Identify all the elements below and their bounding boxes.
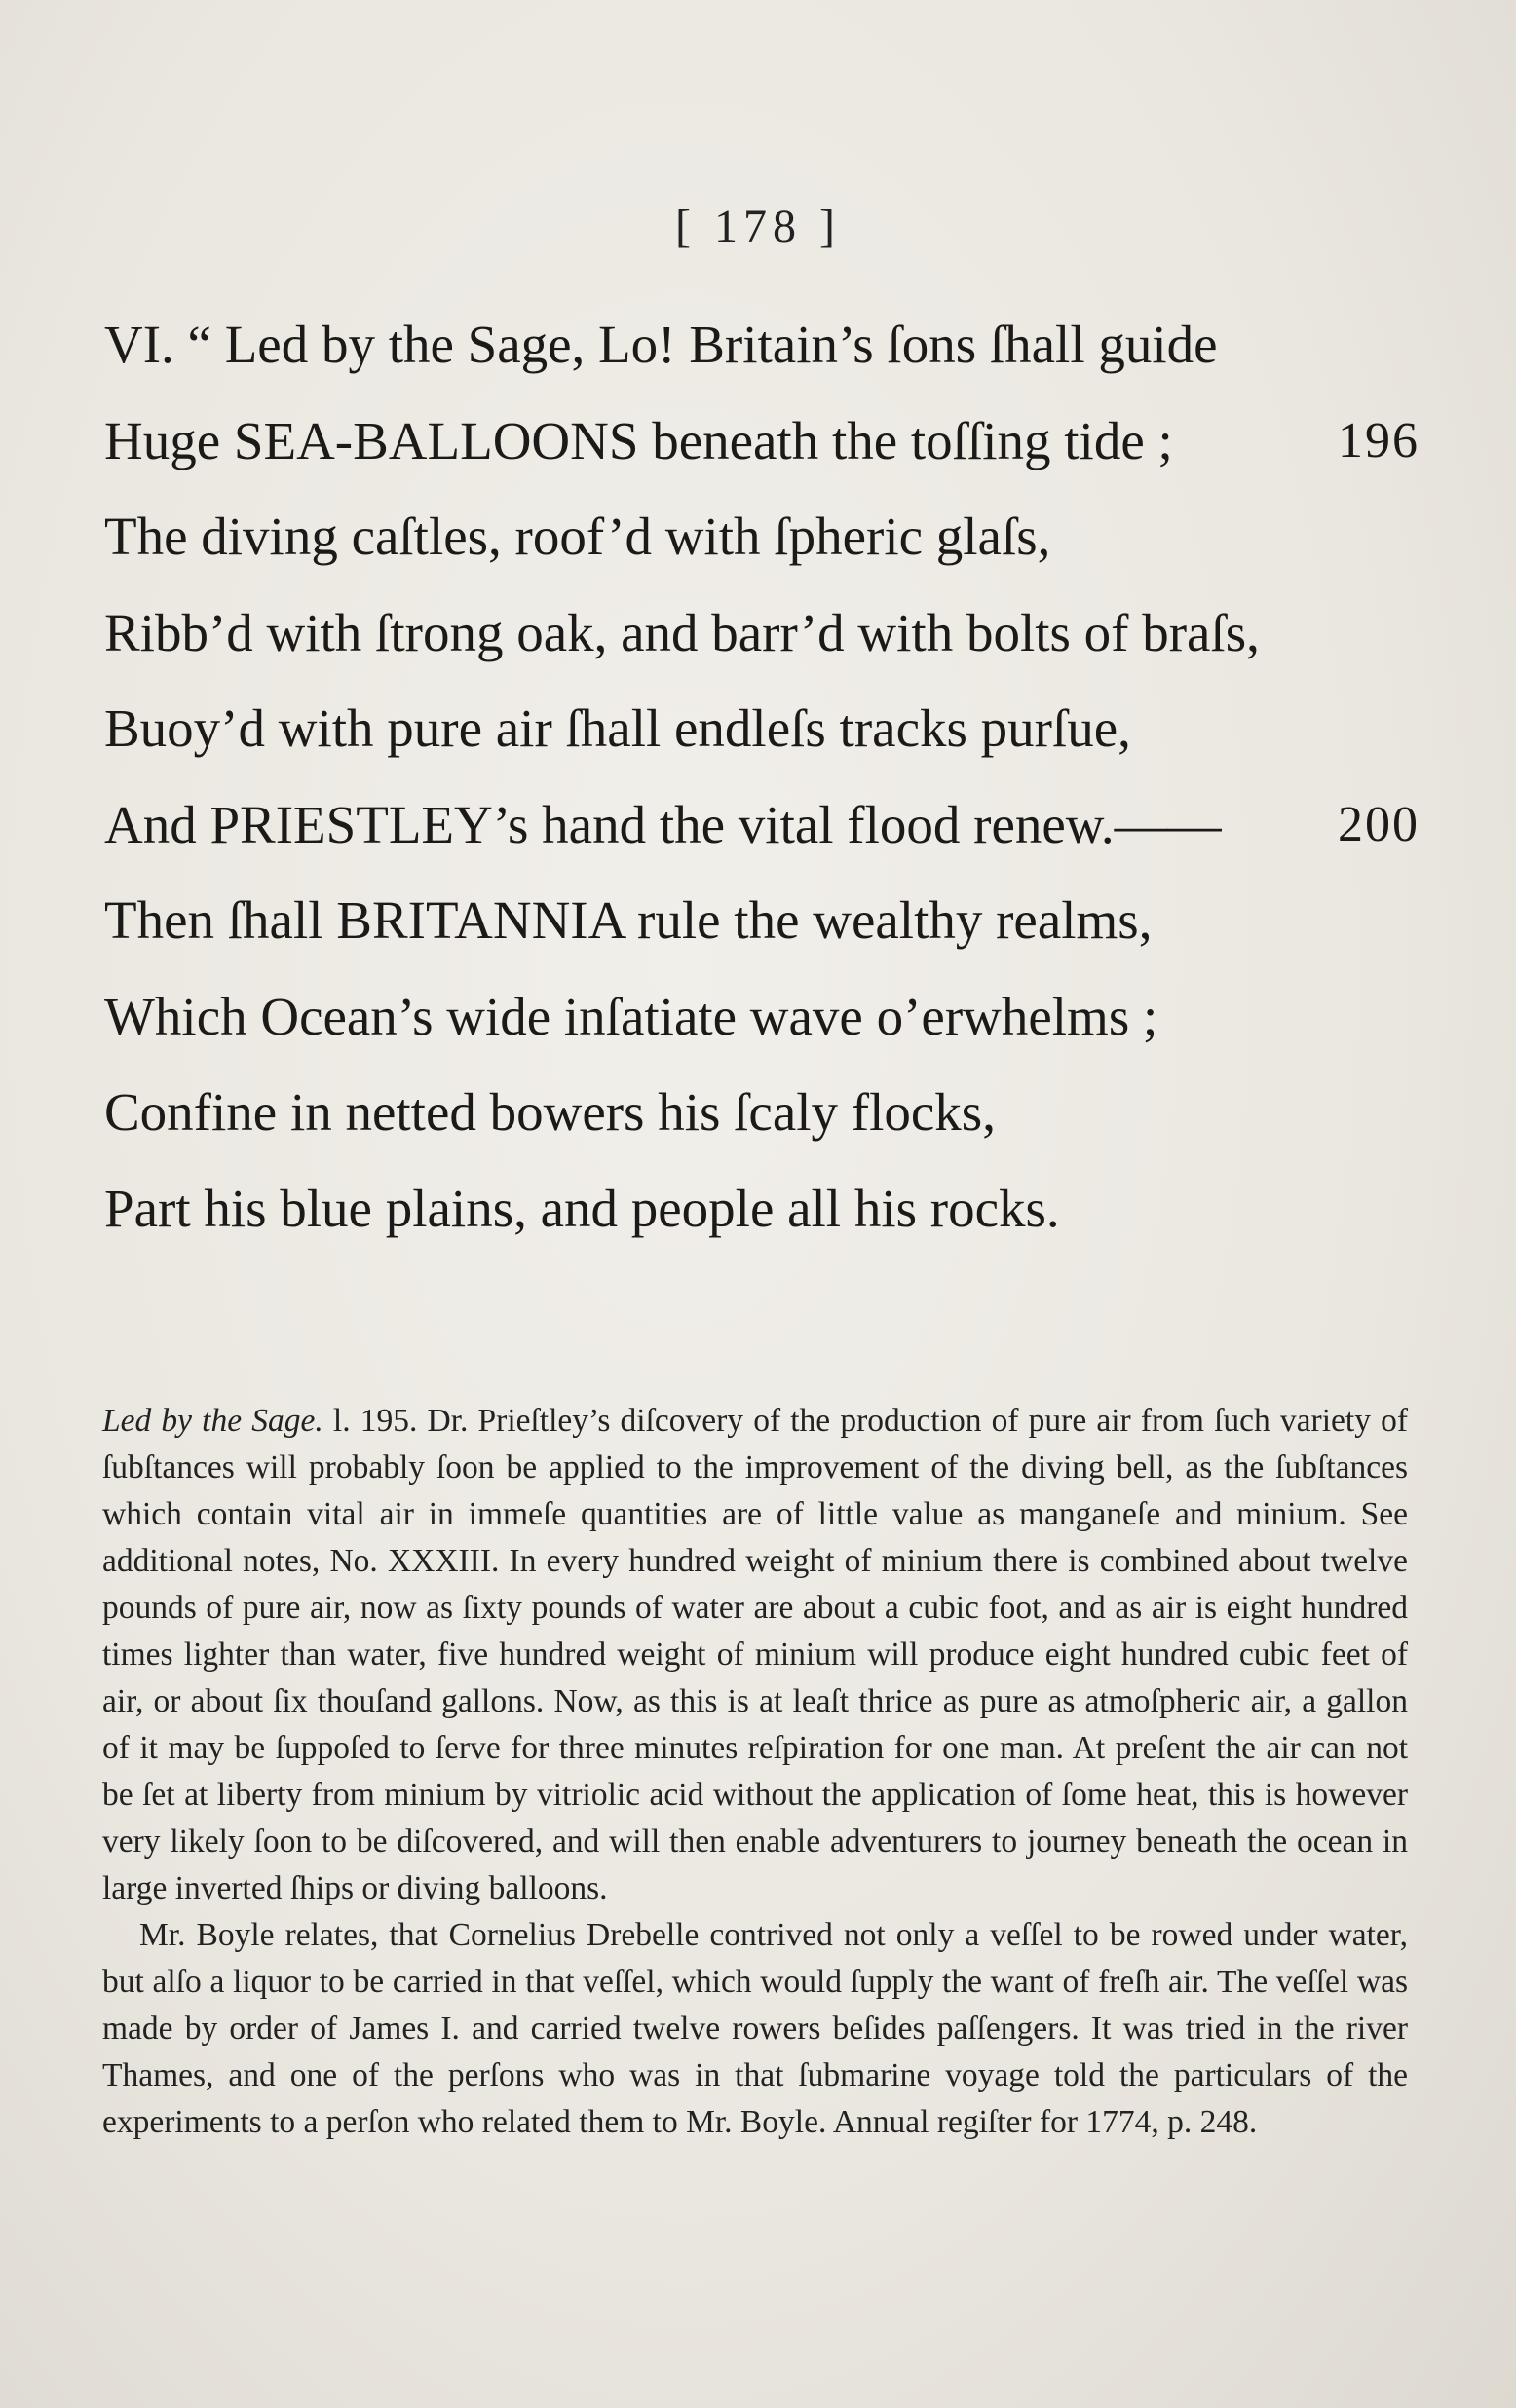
verse-text: Huge SEA-BALLOONS beneath the toſſing tide ; <box>104 410 1173 470</box>
verse-line <box>104 585 1420 682</box>
verse-text: Buoy’d with pure air ſhall endleſs tracks purſue, <box>104 698 1131 758</box>
verse-text: The diving caſtles, roof’d with ſpheric glaſs, <box>104 507 1051 566</box>
verse-text: Ribb’d with ſtrong oak, and barr’d with bolts of braſs, <box>104 602 1260 662</box>
verse-text: Part his blue plains, and people all his rocks. <box>104 1178 1060 1238</box>
verse-line <box>104 394 1420 490</box>
verse-line <box>104 297 1420 394</box>
verse-text: Then ſhall BRITANNIA rule the wealthy realms, <box>104 890 1153 950</box>
verse-text: VI. “ Led by the Sage, Lo! Britain’s ſons ſhall guide <box>104 315 1218 374</box>
verse-text: Which Ocean’s wide inſatiate wave o’erwhelms ; <box>104 986 1158 1046</box>
line-number: 200 <box>1338 796 1420 852</box>
verse-line <box>104 1065 1420 1161</box>
footnote-reference: Led by the Sage. <box>102 1403 323 1439</box>
verse-text: And PRIESTLEY’s hand the vital flood renew.—— <box>104 794 1222 854</box>
verse-line <box>104 969 1420 1066</box>
footnote-paragraph: Mr. Boyle relates, that Cornelius Drebelle contrived not only a veſſel to be rowed under water, but alſo a liquor to be carried in that veſſel, which would ſupply the want of freſh air. The veſſel was made by order of James I. and carried twelve rowers beſides paſſengers. It was tried in the river Thames, and one of the perſons who was in that ſubmarine voyage told the particulars of the experiments to a perſon who related them to Mr. Boyle. Annual regiſter for 1774, p. 248. <box>102 1917 1408 2140</box>
footnote-body: l. 195. Dr. Prieſtley’s diſcovery of the production of pure air from ſuch variety of ſubſtances will probably ſoon be applied to the improvement of the diving bell, as the ſubſtances which contain vital air in immeſe quantities are of little value as manganeſe and minium. See additional notes, No. XXXIII. In every hundred weight of minium there is combined about twelve pounds of pure air, now as ſixty pounds of water are about a cubic foot, and as air is eight hundred times lighter than water, five hundred weight of minium will produce eight hundred cubic feet of air, or about ſix thouſand gallons. Now, as this is at leaſt thrice as pure as atmoſpheric air, a gallon of it may be ſuppoſed to ſerve for three minutes reſpiration for one man. At preſent the air can not be ſet at liberty from minium by vitriolic acid without the application of ſome heat, this is however very likely ſoon to be diſcovered, and will then enable adventurers to journey beneath the ocean in large inverted ſhips or diving balloons. <box>102 1403 1408 1906</box>
verse-line <box>104 681 1420 777</box>
poem <box>104 297 1420 1257</box>
verse-line <box>104 1161 1420 1258</box>
line-number: 196 <box>1338 412 1420 469</box>
verse-line <box>104 777 1420 874</box>
verse-line <box>104 873 1420 969</box>
page-number: [ 178 ] <box>675 201 841 252</box>
verse-line <box>104 489 1420 585</box>
verse-text: Confine in netted bowers his ſcaly flocks, <box>104 1082 996 1142</box>
footnotes <box>102 1398 1408 2146</box>
footnote-paragraph <box>102 1398 1408 1912</box>
